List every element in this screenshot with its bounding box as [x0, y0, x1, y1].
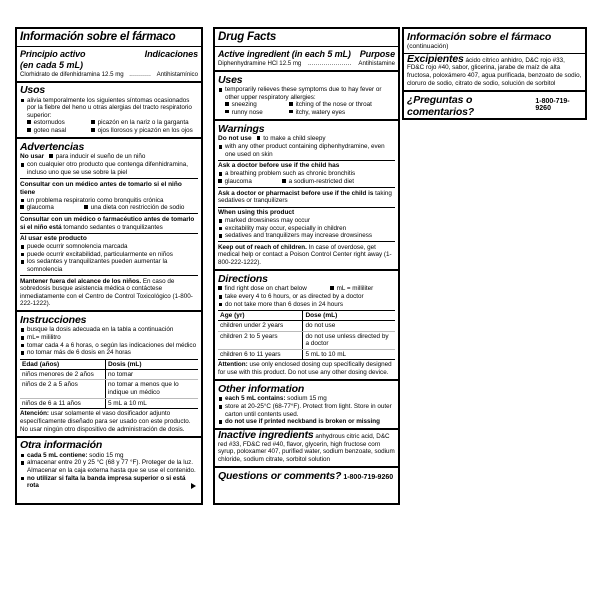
questions-label: ¿Preguntas o comentarios? — [407, 93, 475, 118]
cell-dose: do not use unless directed by a doctor — [303, 331, 395, 349]
square-bullet-icon — [218, 286, 222, 290]
square-bullet-icon — [84, 205, 88, 209]
list-item-bold: cada 5 mL contiene: — [27, 451, 88, 459]
list-item: mL= mililitro — [20, 334, 198, 342]
list-item: with any other product containing diphenhydramine, even one used on skin — [218, 143, 395, 158]
do-not-use-list — [218, 143, 395, 158]
ask-pharmacist-block — [20, 216, 198, 231]
cell-age: children 2 to 5 years — [218, 331, 303, 349]
active-ingredient-heading: Active ingredient (in each 5 mL) — [218, 48, 351, 59]
ask-doctor-list — [218, 170, 395, 178]
directions-heading: Directions — [218, 272, 268, 285]
square-bullet-icon — [257, 136, 261, 140]
divider — [20, 178, 198, 179]
ask-pharmacist-rest: tomando sedantes o tranquilizantes — [63, 223, 163, 231]
table-row — [20, 380, 198, 398]
keep-out-of-reach-block — [218, 244, 395, 267]
attention-block — [20, 410, 198, 433]
uses-symptom-cell — [27, 127, 91, 135]
list-item: store at 20-25°C (68-77°F). Protect from light. Store in outer carton until contents used. — [218, 403, 395, 418]
inactive-ingredients-text: anhydrous citric acid, D&C red #33, FD&C red #40, flavor, glycerin, high fructose corn syrup, poloxamer 407, purified water, sodium benzoate, sodium chloride, sodium citrate, sorbitol solution — [218, 432, 395, 464]
uses-list — [20, 97, 198, 120]
panel-title-block — [215, 29, 398, 47]
list-item: busque la dosis adecuada en la tabla a continuación — [20, 326, 198, 334]
table-header-row — [218, 311, 395, 321]
table-row — [20, 369, 198, 380]
questions-row — [218, 470, 395, 482]
leader-dots: ...................... — [307, 60, 352, 67]
list-item: no tomar más de 6 dosis en 24 horas — [20, 349, 198, 357]
panel-title: Información sobre el fármaco — [20, 30, 176, 43]
square-bullet-icon — [20, 205, 24, 209]
leader-dots: ........... — [129, 70, 152, 78]
table-row — [218, 331, 395, 349]
warnings-heading: Warnings — [218, 122, 265, 135]
inactive-ingredients-section — [215, 430, 398, 468]
do-not-use-label: No usar — [20, 153, 45, 161]
directions-list — [218, 293, 395, 308]
list-item: sedatives and tranquilizers may increase drowsiness — [218, 232, 395, 240]
list-item: take every 4 to 6 hours, or as directed by a doctor — [218, 293, 395, 301]
list-item: puede ocurrir somnolencia marcada — [20, 243, 198, 251]
do-not-use-list — [20, 161, 198, 176]
cell-dose: do not use — [303, 321, 395, 332]
spanish-continuation-panel — [402, 27, 587, 120]
when-using-label: When using this product — [218, 209, 295, 217]
uses-list — [218, 86, 395, 101]
square-bullet-icon — [27, 128, 31, 132]
keep-out-text: En caso de sobredosis busque asistencia médica o contáctese inmediatamente con el Centro de Control Toxicológico (1-800-222-1222). — [20, 277, 193, 308]
dosage-table — [20, 359, 198, 409]
column-header-dose: Dose (mL) — [303, 311, 395, 321]
cell-age: niños menores de 2 años — [20, 369, 105, 380]
active-ingredient-name: Clorhidrato de difenhidramina 12.5 mg — [20, 70, 124, 78]
uses-symptom-row — [27, 127, 198, 135]
uses-symptom-label: sneezing — [231, 101, 257, 109]
uses-symptom-label: picazón en la nariz o la garganta — [97, 119, 189, 127]
list-item: excitability may occur, especially in children — [218, 225, 395, 233]
active-ingredient-header-row — [218, 49, 395, 60]
other-information-list — [218, 395, 395, 425]
ask-doctor-inline-cell: una dieta con restricción de sodio — [84, 204, 184, 212]
cell-age: niños de 2 a 5 años — [20, 380, 105, 398]
purpose-heading: Indicaciones — [144, 48, 198, 59]
directions-list — [20, 326, 198, 356]
uses-lead: alivia temporalmente los siguientes síntomas ocasionados por la fiebre del heno u otras alergias del tracto respiratorio superior: — [20, 97, 198, 120]
do-not-use-label: Do not use — [218, 135, 252, 143]
uses-symptom-row — [27, 119, 198, 127]
table-row — [218, 321, 395, 332]
uses-symptom-cell — [27, 119, 91, 127]
cell-dose: 5 mL a 10 mL — [105, 398, 198, 409]
continuation-arrow-icon — [191, 483, 196, 489]
active-ingredient-section — [215, 47, 398, 72]
cell-age: niños de 6 a 11 años — [20, 398, 105, 409]
when-using-list — [20, 243, 198, 273]
list-item: tomar cada 4 a 6 horas, o según las indicaciones del médico — [20, 342, 198, 350]
keep-out-of-reach-block — [20, 278, 198, 308]
divider — [20, 275, 198, 276]
inactive-ingredients-heading: Inactive ingredients — [218, 428, 314, 441]
cell-dose: 5 mL to 10 mL — [303, 349, 395, 360]
active-ingredient-section — [17, 47, 201, 83]
english-drug-facts-panel — [213, 27, 400, 505]
attention-text: use only enclosed dosing cup specifically designed for use with this product. Do not use any other dosing device. — [218, 361, 392, 377]
square-bullet-icon — [225, 110, 229, 114]
ask-pharmacist-rest: taking sedatives or tranquilizers — [218, 189, 392, 205]
square-bullet-icon — [282, 179, 286, 183]
active-ingredient-heading-sub: (en cada 5 mL) — [20, 59, 84, 70]
table-row — [20, 398, 198, 409]
column-header-age: Age (yr) — [218, 311, 303, 321]
directions-section — [17, 312, 201, 437]
square-bullet-icon — [225, 102, 229, 106]
uses-symptom-label: goteo nasal — [33, 127, 67, 135]
uses-lead: temporarily relieves these symptoms due to hay fever or other upper respiratory allergies: — [218, 86, 395, 101]
uses-symptom-cell — [289, 109, 345, 117]
do-not-use-row — [218, 135, 395, 143]
uses-symptom-label: ojos llorosos y picazón en los ojos — [97, 127, 193, 135]
ask-doctor-inline-row — [20, 204, 198, 212]
cell-dose: no tomar — [105, 369, 198, 380]
ask-doctor-label: Ask a doctor before use if the child has — [218, 162, 340, 170]
table-row — [218, 349, 395, 360]
cell-dose: no tomar a menos que lo indique un médico — [105, 380, 198, 398]
questions-section — [404, 92, 585, 120]
ask-pharmacist-block — [218, 190, 395, 205]
spanish-drug-facts-panel — [15, 27, 203, 505]
ask-doctor-label: Consultar con un médico antes de tomarlo si el niño tiene — [20, 180, 182, 196]
ask-doctor-inline-row — [218, 178, 395, 186]
directions-inline-cell: find right dose on chart below — [218, 285, 330, 293]
other-information-heading: Other information — [218, 382, 305, 395]
uses-symptom-cell — [289, 101, 372, 109]
ask-pharmacist-label: Ask a doctor or pharmacist before use if the child is — [218, 189, 374, 197]
warnings-section — [17, 139, 201, 312]
square-bullet-icon — [91, 128, 95, 132]
keep-out-label: Mantener fuera del alcance de los niños. — [20, 277, 142, 285]
square-bullet-icon — [27, 120, 31, 124]
square-bullet-icon — [289, 110, 293, 114]
active-ingredient-name: Diphenhydramine HCl 12.5 mg — [218, 60, 302, 67]
panel-title-block — [404, 29, 585, 54]
attention-block — [218, 361, 395, 376]
directions-inline-cell: mL = milliliter — [330, 285, 373, 293]
uses-symptom-label: runny nose — [231, 108, 263, 116]
uses-symptom-cell — [225, 101, 289, 109]
list-item-bold: no utilizar si falta la banda impresa superior o si está rota — [27, 474, 186, 490]
attention-label: Attention: — [218, 361, 248, 369]
directions-inline-row — [218, 285, 395, 293]
ask-doctor-list — [20, 197, 198, 205]
do-not-use-row — [20, 153, 198, 161]
do-not-use-first-item: para inducir el sueño de un niño — [49, 153, 145, 161]
active-ingredient-row — [218, 60, 395, 68]
divider — [218, 160, 395, 161]
divider — [218, 187, 395, 188]
list-item: marked drowsiness may occur — [218, 217, 395, 225]
ask-doctor-inline-cell: glaucoma — [218, 178, 282, 186]
active-ingredient-purpose: Antihistamínico — [156, 70, 198, 78]
attention-text: usar solamente el vaso dosificador adjunto específicamente diseñado para ser usado con este producto. No usar ningún otro dispositivo de administración de dosis. — [20, 410, 191, 433]
uses-symptom-label: estornudos — [33, 119, 65, 127]
list-item: puede ocurrir excitabilidad, particularmente en niños — [20, 251, 198, 259]
list-item: los sedantes y tranquilizantes pueden aumentar la somnolencia — [20, 258, 198, 273]
square-bullet-icon — [330, 286, 334, 290]
cell-age: children under 2 years — [218, 321, 303, 332]
ask-doctor-inline-cell: a sodium-restricted diet — [282, 178, 354, 186]
uses-symptom-row — [225, 101, 395, 109]
square-bullet-icon — [218, 179, 222, 183]
active-ingredient-purpose: Antihistamine — [358, 60, 395, 67]
excipients-heading: Excipientes — [407, 52, 464, 65]
uses-section — [17, 83, 201, 140]
active-ingredient-heading: Principio activo — [20, 48, 86, 59]
neckband-warning-row — [27, 475, 198, 490]
uses-symptom-label: itching of the nose or throat — [295, 101, 372, 109]
warnings-section — [215, 121, 398, 271]
questions-row — [407, 94, 582, 118]
uses-symptom-cell — [225, 109, 289, 117]
ask-doctor-inline-cell: glaucoma — [20, 204, 84, 212]
list-item: almacenar entre 20 y 25 °C (68 y 77 °F). Proteger de la luz. Almacenar en la caja externa hasta que se use el contenido. — [20, 459, 198, 474]
excipients-section — [404, 54, 585, 92]
column-header-age: Edad (años) — [20, 359, 105, 369]
keep-out-label: Keep out of reach of children. — [218, 243, 307, 251]
excipients-text: ácido cítrico anhidro, D&C rojo #33, FD&C rojo #40, sabor, glicerina, jarabe de maíz de alta fructosa, poloxámero 407, agua purificada, benzoato de sodio, cloruro de sodio, citrato de sodio, solución de sorbitol — [407, 56, 582, 87]
list-item: con cualquier otro producto que contenga difenhidramina, incluso uno que se use sobre la piel — [20, 161, 198, 176]
list-item: a breathing problem such as chronic bronchitis — [218, 170, 395, 178]
active-ingredient-row — [20, 71, 198, 79]
uses-section — [215, 72, 398, 121]
column-header-dose: Dosis (mL) — [105, 359, 198, 369]
other-information-heading: Otra información — [20, 439, 103, 452]
directions-section — [215, 271, 398, 381]
uses-symptom-label: itchy, watery eyes — [295, 108, 346, 116]
table-header-row — [20, 359, 198, 369]
panel-subtitle: (continuación) — [407, 42, 449, 50]
uses-symptom-cell — [91, 127, 193, 135]
when-using-list — [218, 217, 395, 240]
uses-symptom-cell — [91, 119, 189, 127]
square-bullet-icon — [289, 102, 293, 106]
list-item: do not take more than 6 doses in 24 hours — [218, 301, 395, 309]
active-ingredient-header-row — [20, 49, 198, 60]
purpose-heading: Purpose — [359, 48, 395, 59]
questions-phone[interactable]: 1-800-719-9260 — [535, 97, 570, 112]
questions-label: Questions or comments? — [218, 469, 342, 482]
list-item: un problema respiratorio como bronquitis crónica — [20, 197, 198, 205]
other-information-section — [215, 381, 398, 430]
divider — [20, 233, 198, 234]
do-not-use-first-item: to make a child sleepy — [257, 135, 326, 143]
panel-title-block — [17, 29, 201, 47]
dosage-table — [218, 310, 395, 360]
questions-section — [215, 468, 398, 484]
uses-symptom-row — [225, 109, 395, 117]
ask-pharmacist-label: Consultar con un médico o farmacéutico antes de tomarlo si el niño está — [20, 215, 195, 231]
divider — [218, 241, 395, 242]
questions-phone[interactable]: 1-800-719-9260 — [343, 473, 394, 481]
warnings-heading: Advertencias — [20, 140, 85, 153]
panel-title: Información sobre el fármaco — [407, 30, 552, 43]
list-item-bold: each 5 mL contains: — [225, 395, 286, 403]
list-item — [218, 395, 395, 403]
list-item — [20, 475, 198, 490]
square-bullet-icon — [91, 120, 95, 124]
directions-heading: Instrucciones — [20, 313, 87, 326]
uses-heading: Usos — [20, 84, 46, 96]
square-bullet-icon — [49, 154, 53, 158]
divider — [20, 213, 198, 214]
uses-heading: Uses — [218, 73, 243, 86]
inactive-ingredients-block — [218, 428, 395, 464]
cell-age: children 6 to 11 years — [218, 349, 303, 360]
list-item: do not use if printed neckband is broken or missing — [218, 418, 395, 426]
attention-label: Atención: — [20, 410, 50, 418]
list-item-rest: sodio 15 mg — [87, 451, 124, 459]
when-using-label: Al usar este producto — [20, 235, 87, 243]
panel-title: Drug Facts — [218, 30, 277, 43]
divider — [218, 207, 395, 208]
excipients-block — [407, 52, 582, 88]
other-information-list — [20, 452, 198, 490]
other-information-section — [17, 438, 201, 492]
list-item-rest: sodium 15 mg — [285, 395, 327, 403]
keep-out-text: In case of overdose, get medical help or contact a Poison Control Center right away (1-800-222-1222). — [218, 243, 392, 267]
